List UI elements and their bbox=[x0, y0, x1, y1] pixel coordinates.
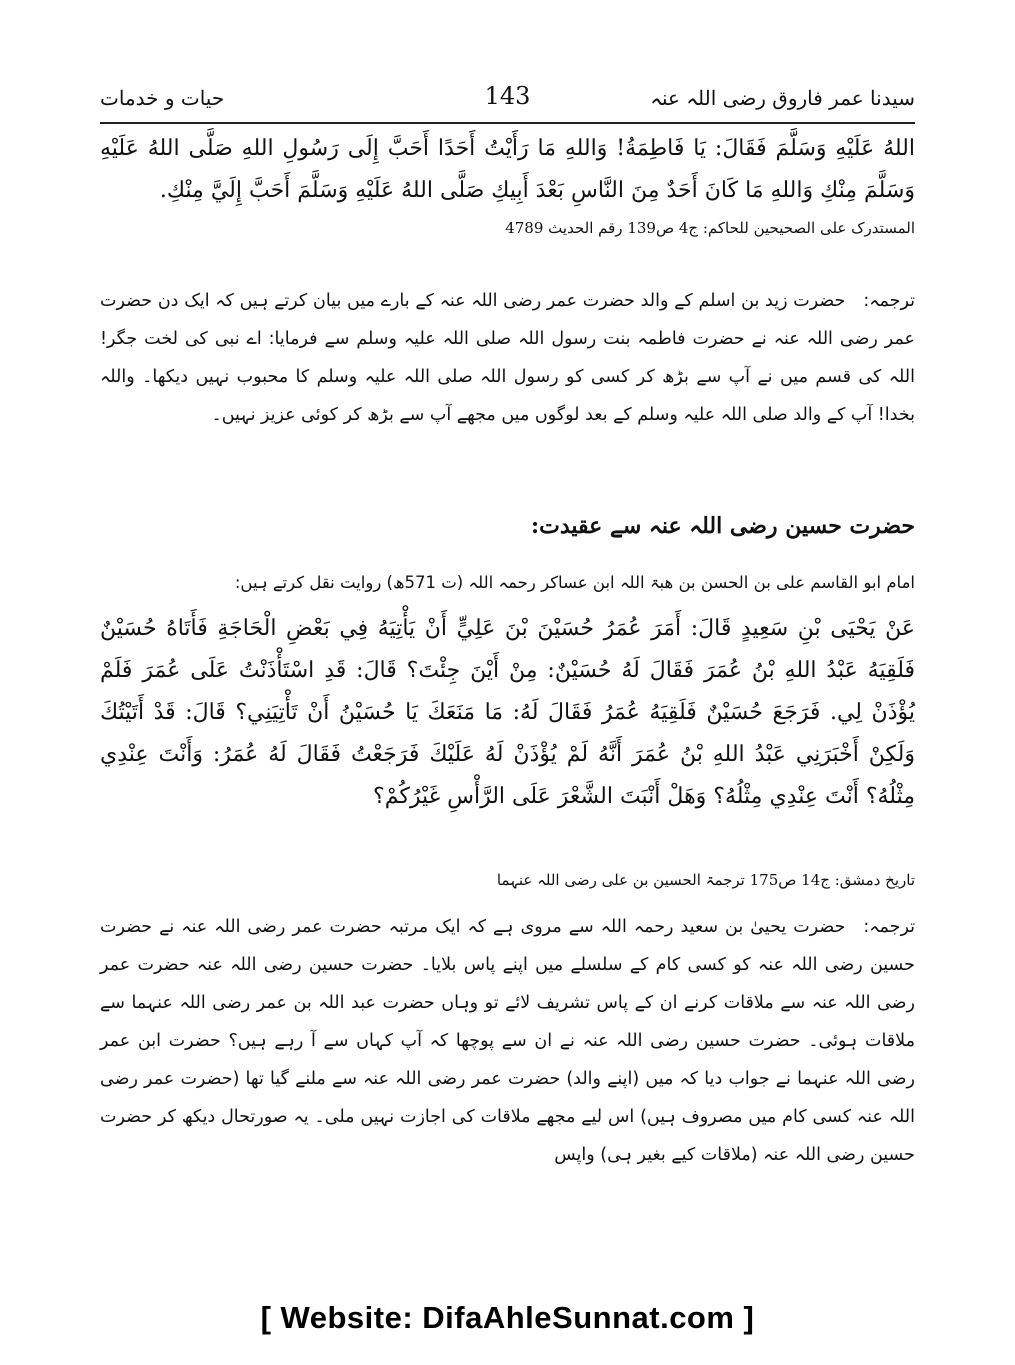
header-divider bbox=[100, 122, 915, 124]
translation-2 bbox=[100, 908, 915, 1174]
arabic-hadith-1: اللهُ عَلَيْهِ وَسَلَّمَ فَقَالَ: يَا فَاطِمَةُ! وَاللهِ مَا رَأَيْتُ أَحَدًا أَحَبَّ إِلَى رَسُولِ اللهِ صَلَّى اللهُ عَلَيْهِ وَسَلَّمَ مِنْكِ وَاللهِ مَا كَانَ أَحَدٌ مِنَ النَّاسِ بَعْدَ أَبِيكِ صَلَّى اللهُ عَلَيْهِ وَسَلَّمَ أَحَبَّ إِلَيَّ مِنْكِ. bbox=[100, 136, 915, 203]
translation-text: حضرت زید بن اسلم کے والد حضرت عمر رضی اللہ عنہ کے بارے میں بیان کرتے ہیں کہ ایک دن حضرت عمر رضی اللہ عنہ نے حضرت فاطمہ بنت رسول اللہ صلی اللہ علیہ وسلم سے فرمایا: اے نبی کی لخت جگر! اللہ کی قسم میں نے آپ سے بڑھ کر کسی کو رسول اللہ صلی اللہ علیہ وسلم کا محبوب نہیں دیکھا۔ واللہ بخدا! آپ کے والد صلی اللہ علیہ وسلم کے بعد لوگوں میں مجھے آپ سے بڑھ کر کوئی عزیز نہیں۔ bbox=[100, 291, 915, 425]
section-title: حیات و خدمات bbox=[100, 86, 225, 110]
reference-2: تاریخ دمشق: ج14 ص175 ترجمۃ الحسین بن علی رضی اللہ عنہما bbox=[496, 871, 915, 889]
translation-text: حضرت یحییٰ بن سعید رحمہ اللہ سے مروی ہے کہ ایک مرتبہ حضرت عمر رضی اللہ عنہ نے حضرت حسین رضی اللہ عنہ کو کسی کام کے سلسلے میں اپنے پاس بلایا۔ حضرت حسین رضی اللہ عنہ حضرت عمر رضی اللہ عنہ سے ملاقات کرنے ان کے پاس تشریف لائے تو وہاں حضرت عبد اللہ بن عمر رضی اللہ عنہما سے ملاقات ہوئی۔ حضرت حسین رضی اللہ عنہ نے ان سے پوچھا کہ آپ کہاں سے آ رہے ہیں؟ حضرت ابن عمر رضی اللہ عنہما نے جواب دیا کہ میں (اپنے والد) حضرت عمر رضی اللہ عنہ سے ملنے گیا تھا (حضرت عمر رضی اللہ عنہ کسی کام میں مصروف ہیں) اس لیے مجھے ملاقات کی اجازت نہیں ملی۔ یہ صورتحال دیکھ کر حضرت حسین رضی اللہ عنہ (ملاقات کیے بغیر ہی) واپس bbox=[100, 917, 915, 1165]
arabic-hadith-2: عَنْ يَحْيَى بْنِ سَعِيدٍ قَالَ: أَمَرَ عُمَرُ حُسَيْنَ بْنَ عَلِيٍّ أَنْ يَأْتِيَهُ فِي بَعْضِ الْحَاجَةِ فَأَتَاهُ حُسَيْنٌ فَلَقِيَهُ عَبْدُ اللهِ بْنُ عُمَرَ فَقَالَ لَهُ حُسَيْنٌ: مِنْ أَيْنَ جِئْتَ؟ قَالَ: قَدِ اسْتَأْذَنْتُ عَلَى عُمَرَ فَلَمْ يُؤْذَنْ لِي. فَرَجَعَ حُسَيْنٌ فَلَقِيَهُ عُمَرُ فَقَالَ لَهُ: مَا مَنَعَكَ يَا حُسَيْنُ أَنْ تَأْتِيَنِي؟ قَالَ: قَدْ أَتَيْتُكَ وَلَكِنْ أَخْبَرَنِي عَبْدُ اللهِ بْنُ عُمَرَ أَنَّهُ لَمْ يُؤْذَنْ لَهُ عَلَيْكَ فَرَجَعْتُ فَقَالَ لَهُ عُمَرُ: وَأَنْتَ عِنْدِي مِثْلُهُ؟ أَنْتَ عِنْدِي مِثْلُهُ؟ وَهَلْ أَنْبَتَ الشَّعْرَ عَلَى الرَّأْسِ غَيْرُكُمْ؟ bbox=[100, 616, 915, 809]
page-number: 143 bbox=[484, 82, 531, 110]
translation-1 bbox=[100, 282, 915, 434]
book-title: سیدنا عمر فاروق رضی اللہ عنہ bbox=[650, 86, 915, 110]
website-footer: [ Website: DifaAhleSunnat.com ] bbox=[260, 1300, 755, 1335]
translation-label: ترجمہ: bbox=[863, 291, 915, 311]
narration-intro: امام ابو القاسم علی بن الحسن بن ھبۃ اللہ ابن عساکر رحمہ اللہ (ت 571ھ) روایت نقل کرتے ہیں: bbox=[234, 573, 915, 592]
section-heading: حضرت حسین رضی اللہ عنہ سے عقیدت: bbox=[531, 513, 915, 539]
reference-1: المستدرک علی الصحیحین للحاکم: ج4 ص139 رقم الحدیث 4789 bbox=[505, 219, 915, 237]
translation-label: ترجمہ: bbox=[863, 917, 915, 937]
page-header bbox=[100, 80, 915, 120]
